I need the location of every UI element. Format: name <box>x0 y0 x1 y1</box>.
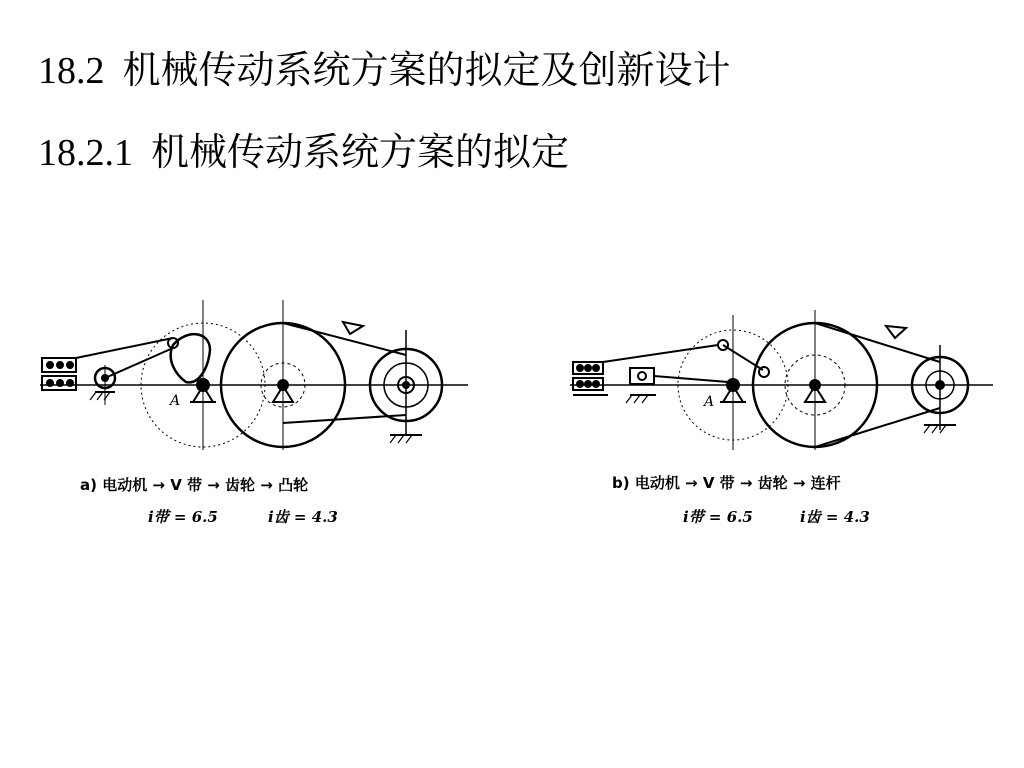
slider-block <box>42 358 76 390</box>
subsection-number: 18.2.1 <box>38 132 133 174</box>
ratio-belt-a: i带 = 6.5 <box>148 508 218 526</box>
diagram-a-cam-mechanism <box>38 290 478 540</box>
caption-b: b) 电动机 → V 带 → 齿轮 → 连杆 <box>612 474 841 492</box>
ratio-gear-b: i齿 = 4.3 <box>800 508 870 526</box>
pivot-label-b: A <box>704 394 715 410</box>
section-number: 18.2 <box>38 50 105 92</box>
pivot-label-a: A <box>170 393 181 409</box>
slider-block <box>573 362 608 395</box>
subsection-title: 机械传动系统方案的拟定 <box>151 130 570 174</box>
ratio-gear-a: i齿 = 4.3 <box>268 508 338 526</box>
diagram-b-linkage-mechanism <box>568 300 998 540</box>
section-heading <box>38 48 731 93</box>
subsection-heading <box>38 130 569 175</box>
section-title: 机械传动系统方案的拟定及创新设计 <box>122 48 731 92</box>
caption-a: a) 电动机 → V 带 → 齿轮 → 凸轮 <box>80 476 309 494</box>
ratio-belt-b: i带 = 6.5 <box>683 508 753 526</box>
